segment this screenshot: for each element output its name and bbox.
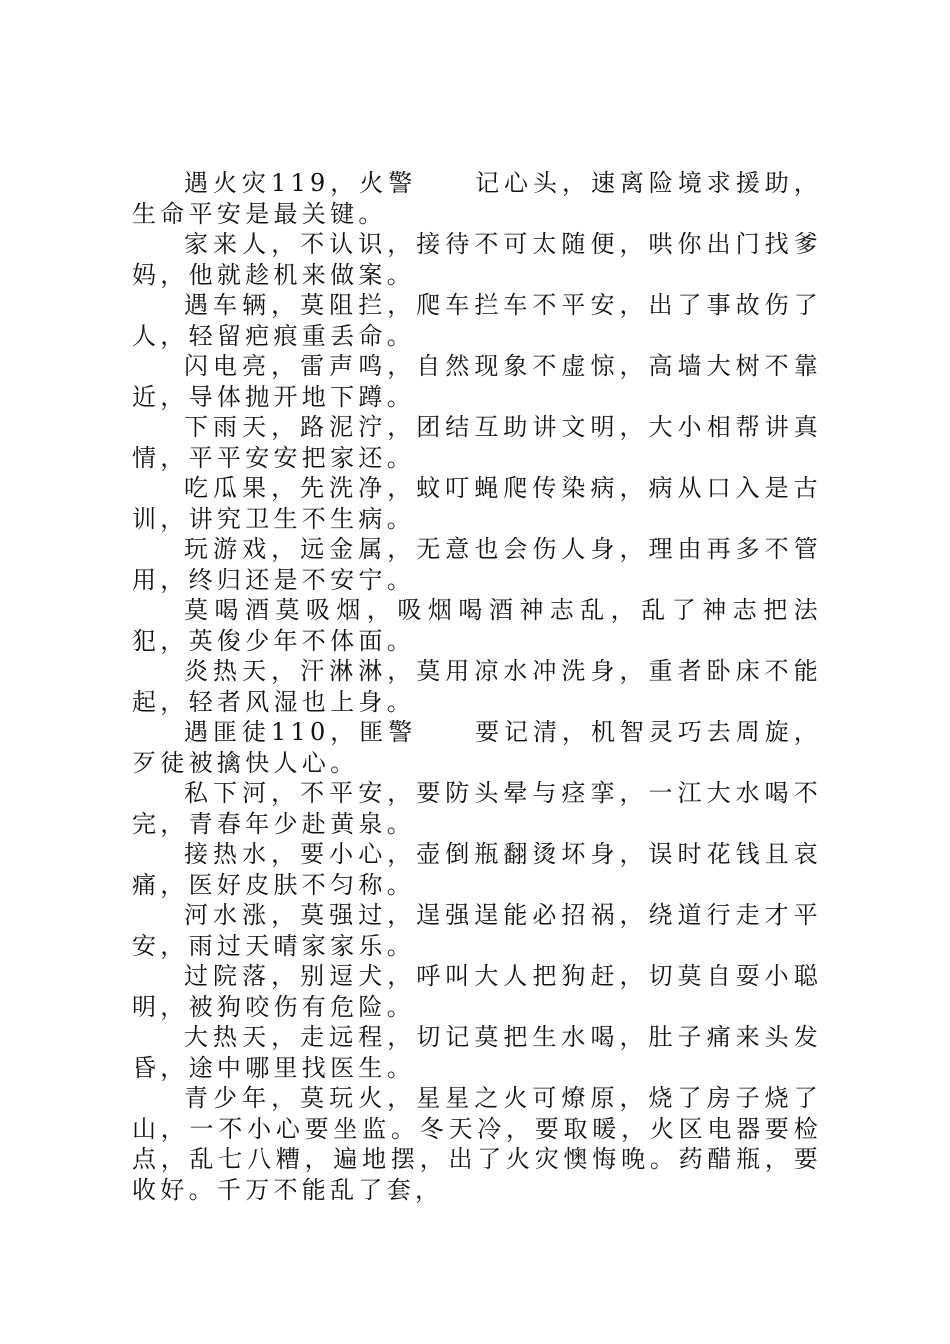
paragraph-hot-weather: 炎热天，汗淋淋，莫用凉水冲洗身，重者卧床不能起，轻者风湿也上身。 xyxy=(132,657,822,716)
paragraph-river-swimming: 私下河，不平安，要防头晕与痉挛，一江大水喝不完，青春年少赴黄泉。 xyxy=(132,779,822,838)
paragraph-dogs: 过院落，别逗犬，呼叫大人把狗赶，切莫自耍小聪明，被狗咬伤有危险。 xyxy=(132,962,822,1021)
paragraph-vehicles: 遇车辆，莫阻拦，爬车拦车不平安，出了事故伤了人，轻留疤痕重丢命。 xyxy=(132,291,822,350)
paragraph-robber-110: 遇匪徒110，匪警 要记清，机智灵巧去周旋，歹徒被擒快人心。 xyxy=(132,718,822,777)
paragraph-alcohol-smoking: 莫喝酒莫吸烟，吸烟喝酒神志乱，乱了神志把法犯，英俊少年不体面。 xyxy=(132,596,822,655)
paragraph-fire-119: 遇火灾119，火警 记心头，速离险境求援助，生命平安是最关键。 xyxy=(132,169,822,228)
paragraph-rainy-day: 下雨天，路泥泞，团结互助讲文明，大小相帮讲真情，平平安安把家还。 xyxy=(132,413,822,472)
paragraph-lightning: 闪电亮，雷声鸣，自然现象不虚惊，高墙大树不靠近，导体抛开地下蹲。 xyxy=(132,352,822,411)
document-body xyxy=(132,168,822,1205)
paragraph-fruit-hygiene: 吃瓜果，先洗净，蚊叮蝇爬传染病，病从口入是古训，讲究卫生不生病。 xyxy=(132,474,822,533)
paragraph-flood-crossing: 河水涨，莫强过，逞强逞能必招祸，绕道行走才平安，雨过天晴家家乐。 xyxy=(132,901,822,960)
paragraph-stranger: 家来人，不认识，接待不可太随便，哄你出门找爹妈，他就趁机来做案。 xyxy=(132,230,822,289)
paragraph-games-metal: 玩游戏，远金属，无意也会伤人身，理由再多不管用，终归还是不安宁。 xyxy=(132,535,822,594)
paragraph-playing-fire: 青少年，莫玩火，星星之火可燎原，烧了房子烧了山，一不小心要坐监。冬天冷，要取暖，火区电器要检点，乱七八糟，遍地摆，出了火灾懊悔晚。药醋瓶，要收好。千万不能乱了套， xyxy=(132,1084,822,1204)
paragraph-hot-water: 接热水，要小心，壶倒瓶翻烫坏身，误时花钱且哀痛，医好皮肤不匀称。 xyxy=(132,840,822,899)
paragraph-long-trip: 大热天，走远程，切记莫把生水喝，肚子痛来头发昏，途中哪里找医生。 xyxy=(132,1023,822,1082)
